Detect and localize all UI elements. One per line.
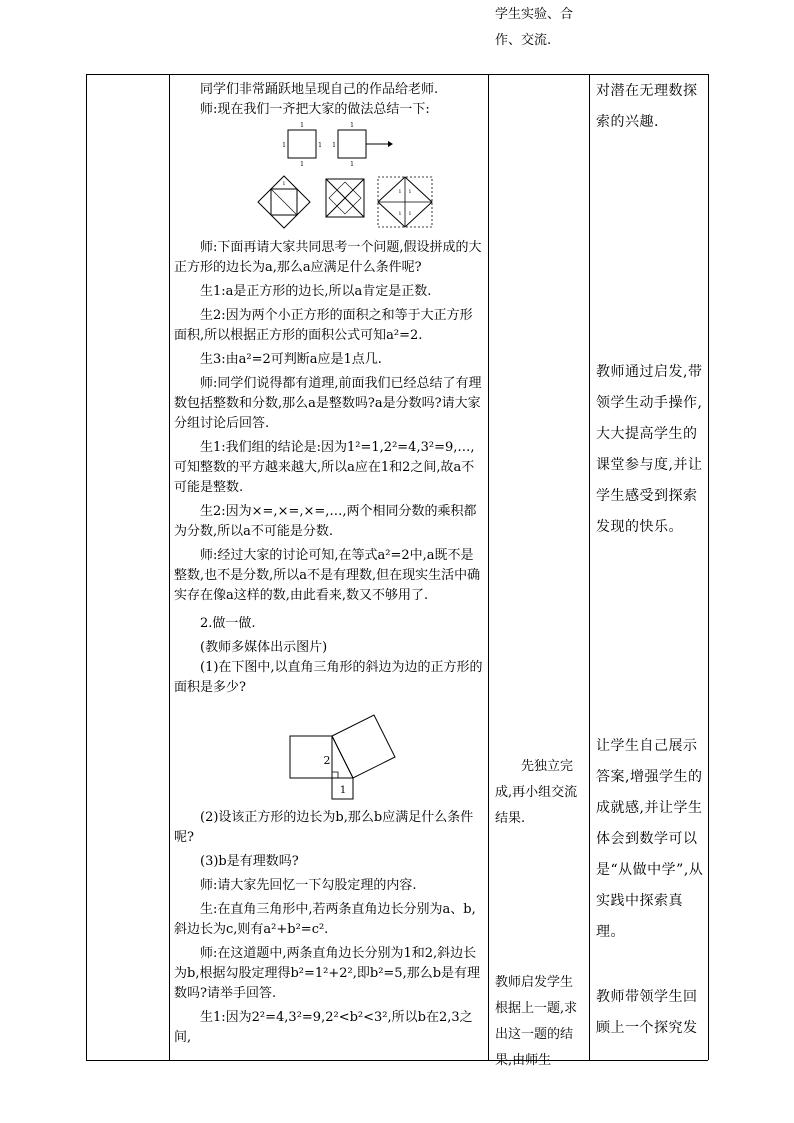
cross-square-assembly xyxy=(326,179,364,217)
side-label: 1 xyxy=(300,122,304,129)
diamond-assembly-1 xyxy=(258,176,310,228)
activity-note: 先独立完成,再小组交流结果. xyxy=(495,759,578,826)
side-label: 1 xyxy=(282,142,286,149)
column-divider-3 xyxy=(589,74,590,1060)
pythagorean-squares-figure xyxy=(174,702,484,800)
side-label: 1 xyxy=(408,189,412,195)
paragraph: 生2:因为两个小正方形的面积之和等于大正方形面积,所以根据正方形的面积公式可知a²=2. xyxy=(174,308,473,343)
paragraph: (2)设该正方形的边长为b,那么b应满足什么条件呢? xyxy=(174,810,474,845)
paragraph: 生1:a是正方形的边长,所以a肯定是正数. xyxy=(200,284,432,299)
leg-length-label: 1 xyxy=(339,785,347,796)
activity-note: 教师启发学生根据上一题,求出这一题的结果,由师生 xyxy=(495,975,578,1068)
column-divider-1 xyxy=(169,74,170,1060)
paragraph: (3)b是有理数吗? xyxy=(200,854,299,869)
side-label: 1 xyxy=(318,142,322,149)
square-assembly-figure xyxy=(174,122,484,234)
paragraph: 生1:因为2²=4,3²=9,2²<b²<3²,所以b在2,3之间, xyxy=(174,1010,473,1045)
table-left-border xyxy=(86,74,87,1060)
activity-note: 学生实验、合作、交流. xyxy=(495,7,574,48)
paragraph: 生:在直角三角形中,若两条直角边长分别为a、b,斜边长为c,则有a²+b²=c². xyxy=(174,902,476,937)
paragraph: 师:现在我们一齐把大家的做法总结一下: xyxy=(200,102,430,117)
teaching-process-column xyxy=(174,80,484,1048)
intent-note: 教师通过启发,带领学生动手操作,大大提高学生的课堂参与度,并让学生感受到探索发现的快乐。 xyxy=(596,364,703,535)
side-label: 1 xyxy=(282,181,286,187)
paragraph: 生1:我们组的结论是:因为1²=1,2²=4,3²=9,…,可知整数的平方越来越大,所以a应在1和2之间,故a不可能是整数. xyxy=(174,440,475,495)
table-top-border xyxy=(86,74,708,75)
side-label: 1 xyxy=(332,142,336,149)
paragraph: 2.做一做. xyxy=(200,616,256,631)
paragraph: 师:下面再请大家共同思考一个问题,假设拼成的大正方形的边长为a,那么a应满足什么条件呢? xyxy=(174,240,482,275)
intent-note: 教师带领学生回顾上一个探究发 xyxy=(596,989,698,1036)
intent-note: 让学生自己展示答案,增强学生的成就感,并让学生体会到数学可以是“从做中学”,从实践中探索真理。 xyxy=(596,738,704,940)
table-bottom-border xyxy=(86,1060,708,1061)
paragraph: 师:在这道题中,两条直角边长分别为1和2,斜边长为b,根据勾股定理得b²=1²+2²,即b²=5,那么b是有理数吗?请举手回答. xyxy=(174,946,481,1001)
leg-length-label: 2 xyxy=(323,754,331,767)
paragraph: 生2:因为×=,×=,×=,…,两个相同分数的乘积都为分数,所以a不可能是分数. xyxy=(174,504,477,539)
side-label: 1 xyxy=(300,161,304,168)
intent-note: 对潜在无理数探索的兴趣. xyxy=(596,83,698,130)
paragraph: 生3:由a²=2可判断a应是1点几. xyxy=(200,352,382,367)
diamond-assembly-dashed xyxy=(378,177,432,227)
side-label: 1 xyxy=(398,211,402,217)
side-label: 1 xyxy=(398,189,402,195)
arrow-icon xyxy=(366,141,393,147)
side-label: 1 xyxy=(350,122,354,129)
paragraph: 同学们非常踊跃地呈现自己的作品给老师. xyxy=(200,82,439,97)
paragraph: (1)在下图中,以直角三角形的斜边为边的正方形的面积是多少? xyxy=(174,660,483,695)
column-divider-2 xyxy=(488,74,489,1060)
side-label: 1 xyxy=(350,161,354,168)
unit-square-left xyxy=(282,122,322,168)
paragraph: 师:请大家先回忆一下勾股定理的内容. xyxy=(200,878,417,893)
paragraph: (教师多媒体出示图片) xyxy=(200,640,328,655)
side-label: 1 xyxy=(408,211,412,217)
paragraph: 师:同学们说得都有道理,前面我们已经总结了有理数包括整数和分数,那么a是整数吗?a是分数吗?请大家分组讨论后回答. xyxy=(174,376,482,431)
table-right-border xyxy=(708,74,709,1060)
unit-square-right xyxy=(332,122,366,168)
paragraph: 师:经过大家的讨论可知,在等式a²=2中,a既不是整数,也不是分数,所以a不是有理数,但在现实生活中确实存在像a这样的数,由此看来,数又不够用了. xyxy=(174,548,481,603)
